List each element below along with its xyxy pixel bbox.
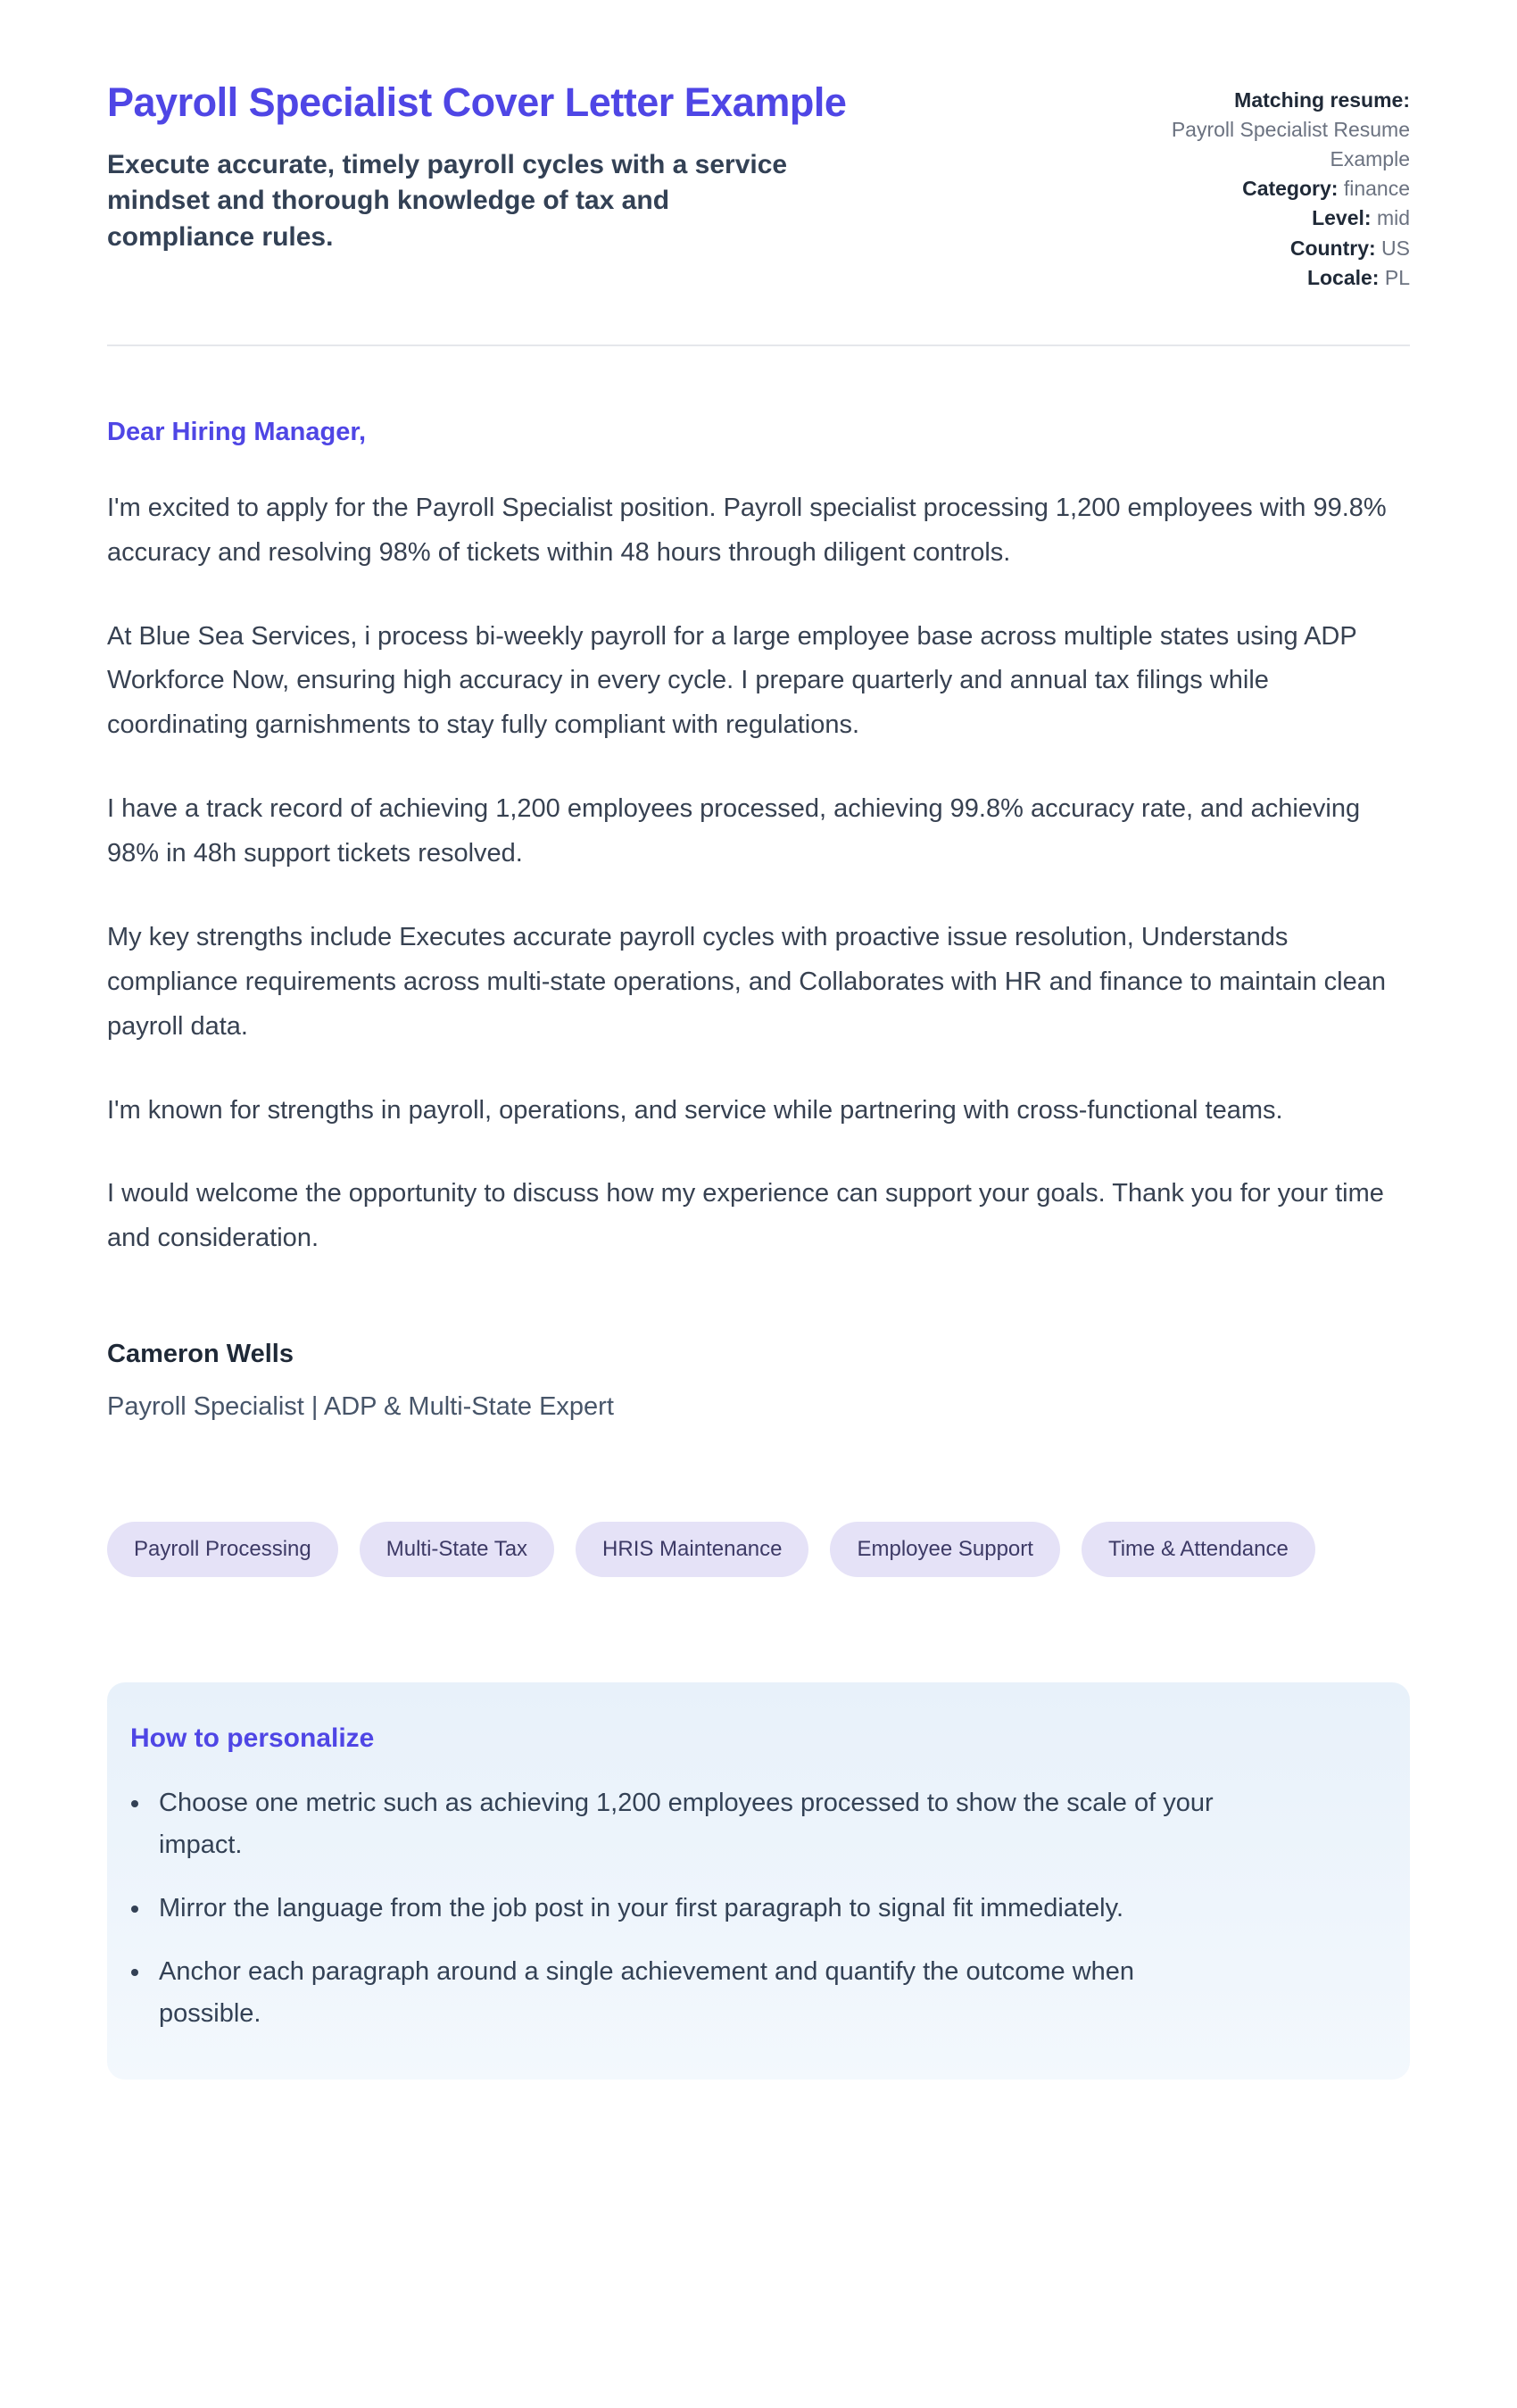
tag-time-attendance[interactable]: Time & Attendance [1082, 1522, 1315, 1577]
signature-title: Payroll Specialist | ADP & Multi-State Expert [107, 1392, 614, 1422]
page-subtitle: Execute accurate, timely payroll cycles with a service mindset and thorough knowledge of tax and compliance rules. [107, 149, 788, 252]
personalize-tip-2: • Mirror the language from the job post in your first paragraph to signal fit immediately. [152, 1888, 1228, 1930]
meta-label-category: Category: [1242, 177, 1339, 201]
salutation: Dear Hiring Manager, [107, 417, 367, 446]
cover-letter [107, 418, 1410, 2080]
letter-paragraph-3: I have a track record of achieving 1,200 employees processed, achieving 99.8% accuracy rate, and achieving 98% in 48h support tickets resolved. [107, 794, 1361, 868]
letter-paragraph-4: My key strengths include Executes accurate payroll cycles with proactive issue resolution, Understands compliance requirements across multi-state operations, and Collaborates with HR and finance to maintain clean payroll data. [107, 922, 1387, 1041]
meta-value-level: mid [1376, 206, 1410, 230]
meta-value-matching-resume: Payroll Specialist Resume Example [1171, 118, 1410, 171]
tag-list [107, 1522, 1410, 1577]
meta-label-country: Country: [1289, 236, 1376, 260]
meta-panel [1167, 79, 1410, 293]
header [107, 79, 1410, 293]
personalize-tip-list [130, 1782, 1228, 2035]
letter-paragraph-6: I would welcome the opportunity to discuss how my experience can support your goals. Thank you for your time and consideration. [107, 1179, 1384, 1253]
meta-value-locale: PL [1384, 265, 1410, 289]
letter-paragraph-5: I'm known for strengths in payroll, operations, and service while partnering with cross-functional teams. [107, 1095, 1283, 1125]
meta-level [1167, 203, 1410, 233]
meta-value-category: finance [1343, 177, 1410, 201]
personalize-tip-3: • Anchor each paragraph around a single achievement and quantify the outcome when possible. [152, 1951, 1228, 2035]
meta-country [1167, 234, 1410, 263]
tag-hris-maintenance[interactable]: HRIS Maintenance [576, 1522, 808, 1577]
meta-category [1167, 174, 1410, 203]
tag-employee-support[interactable]: Employee Support [830, 1522, 1059, 1577]
letter-paragraph-2: At Blue Sea Services, i process bi-weekly payroll for a large employee base across multiple states using ADP Workforce Now, ensuring high accuracy in every cycle. I prepare quarterly and annual tax filings while coordinating garnishments to stay fully compliant with regulations. [107, 621, 1357, 740]
meta-locale [1167, 263, 1410, 293]
meta-value-country: US [1381, 236, 1410, 260]
signature-name: Cameron Wells [107, 1340, 294, 1369]
letter-paragraph-1: I'm excited to apply for the Payroll Specialist position. Payroll specialist processing 1,200 employees with 99.8% accuracy and resolving 98% of tickets within 48 hours through diligent controls. [107, 493, 1387, 567]
personalize-box [107, 1682, 1410, 2080]
personalize-heading: How to personalize [130, 1723, 375, 1754]
page-title: Payroll Specialist Cover Letter Example [107, 79, 847, 125]
personalize-tip-1: • Choose one metric such as achieving 1,200 employees processed to show the scale of your impact. [152, 1782, 1228, 1866]
meta-matching-resume [1167, 86, 1410, 174]
meta-label-locale: Locale: [1306, 265, 1380, 289]
meta-label-level: Level: [1312, 206, 1372, 230]
header-divider [107, 345, 1410, 346]
tag-multi-state-tax[interactable]: Multi-State Tax [360, 1522, 554, 1577]
tag-payroll-processing[interactable]: Payroll Processing [107, 1522, 338, 1577]
header-text-block [107, 79, 846, 255]
meta-label-matching-resume: Matching resume: [1234, 88, 1410, 112]
page [107, 0, 1410, 2080]
